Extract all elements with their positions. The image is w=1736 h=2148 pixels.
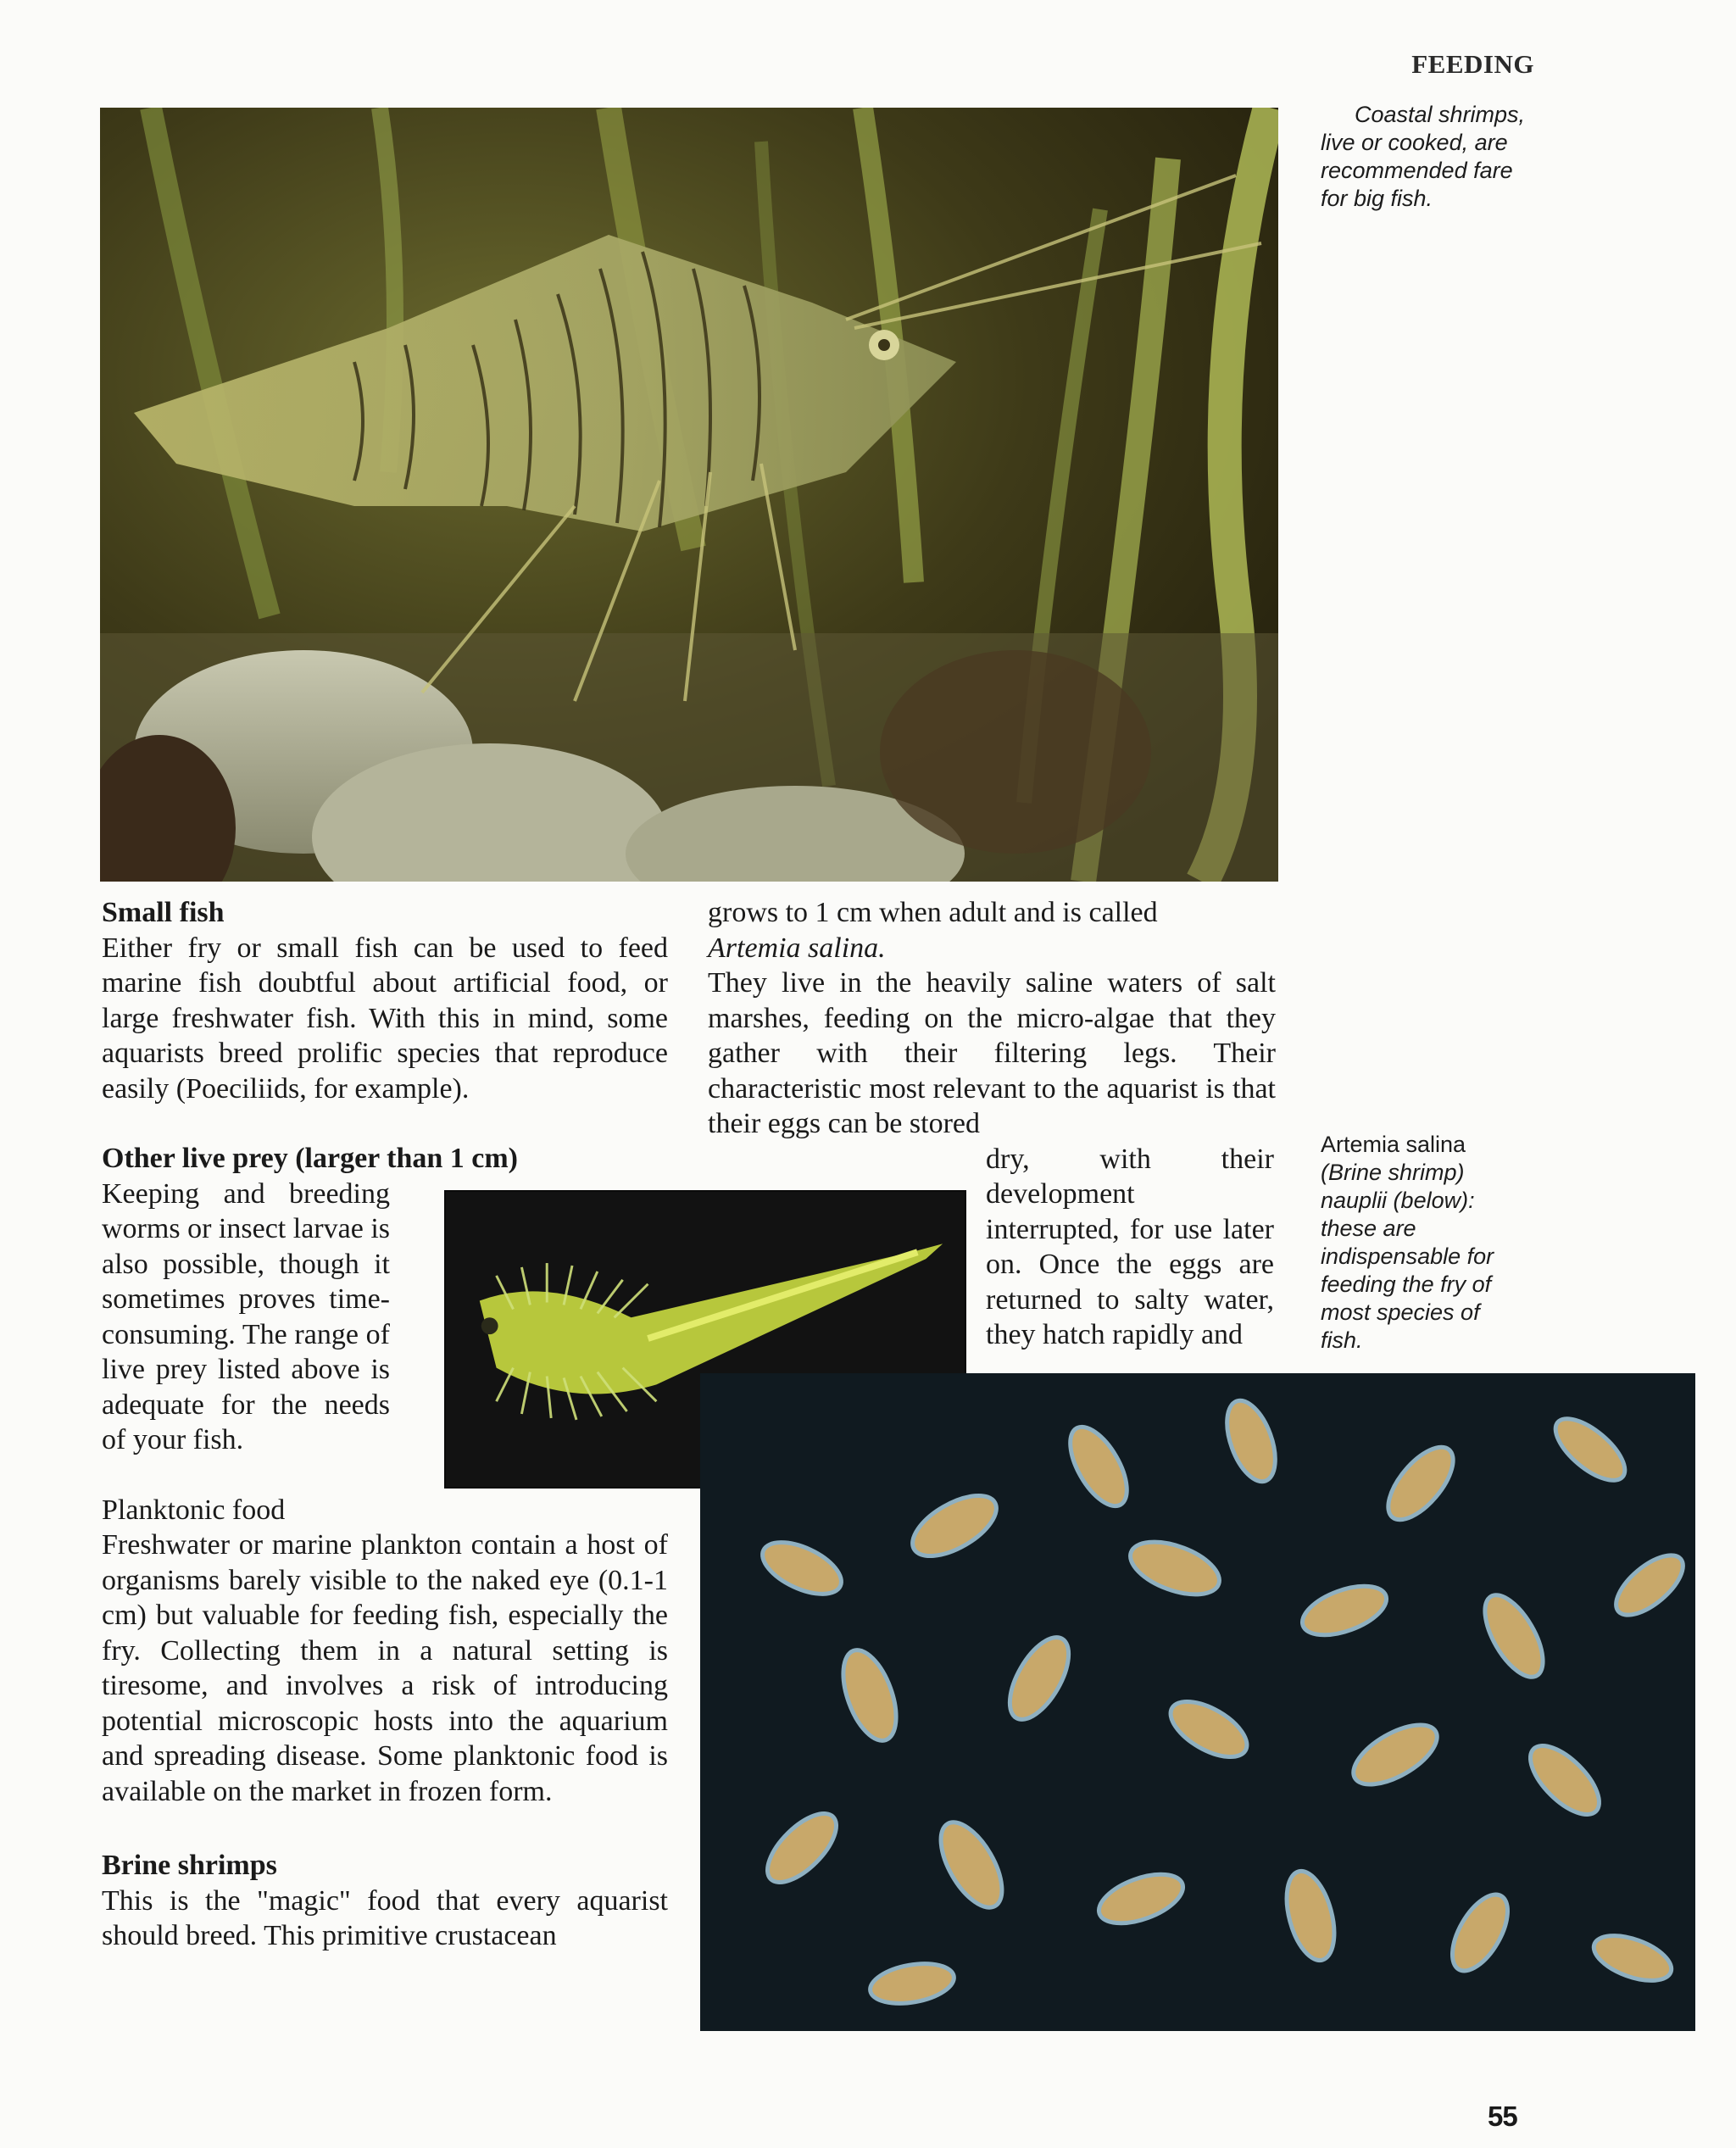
brine-shrimps-heading: Brine shrimps — [102, 1850, 277, 1881]
planktonic-food-heading: Planktonic food — [102, 1494, 286, 1526]
running-head: FEEDING — [1411, 49, 1534, 79]
continued-wrap: dry, with their development interrupted, for use later on. Once the eggs are returned to salty water, they hatch rapidly and — [986, 1143, 1274, 1350]
continued-body: They live in the heavily saline waters of salt marshes, feeding on the micro-algae that they gather with their filtering legs. Their characteristic most relevant to the aquarist is that their eggs can be stored — [708, 967, 1276, 1139]
nauplii-photo — [700, 1373, 1695, 2031]
other-live-prey-body: Keeping and breeding worms or insect larvae is also possible, though it sometimes proves time-consuming. The range of live prey listed above is adequate for the needs of your fish. — [102, 1177, 390, 1455]
page-number: 55 — [1488, 2101, 1517, 2132]
artemia-caption — [1321, 1131, 1524, 1355]
planktonic-food-body: Freshwater or marine plankton contain a host of organisms barely visible to the naked eye (0.1-1 cm) but valuable for feeding fish, especially the fry. Collecting them in a natural setting is tiresome, and involves a risk of introducing potential microscopic hosts into the aquarium and spreading disease. Some planktonic food is available on the market in frozen form. — [102, 1529, 668, 1807]
shrimp-photo — [100, 108, 1278, 882]
small-fish-body: Either fry or small fish can be used to feed marine fish doubtful about artificial food, or large freshwater fish. With this in mind, some aquarists breed prolific species that reproduce easily (Poeciliids, for example). — [102, 932, 668, 1105]
artemia-caption-name: Artemia salina — [1321, 1132, 1466, 1157]
species-name: Artemia salina. — [708, 932, 886, 964]
artemia-caption-text: (Brine shrimp) nauplii (below): these are indispensable for feeding the fry of most species of fish. — [1321, 1160, 1494, 1353]
small-fish-heading: Small fish — [102, 897, 225, 928]
shrimp-caption: Coastal shrimps, live or cooked, are recommended fare for big fish. — [1321, 102, 1526, 211]
other-live-prey-heading: Other live prey (larger than 1 cm) — [102, 1143, 519, 1174]
brine-shrimps-body: This is the "magic" food that every aquarist should breed. This primitive crustacean — [102, 1884, 668, 1951]
continued-lead: grows to 1 cm when adult and is called — [708, 897, 1158, 928]
